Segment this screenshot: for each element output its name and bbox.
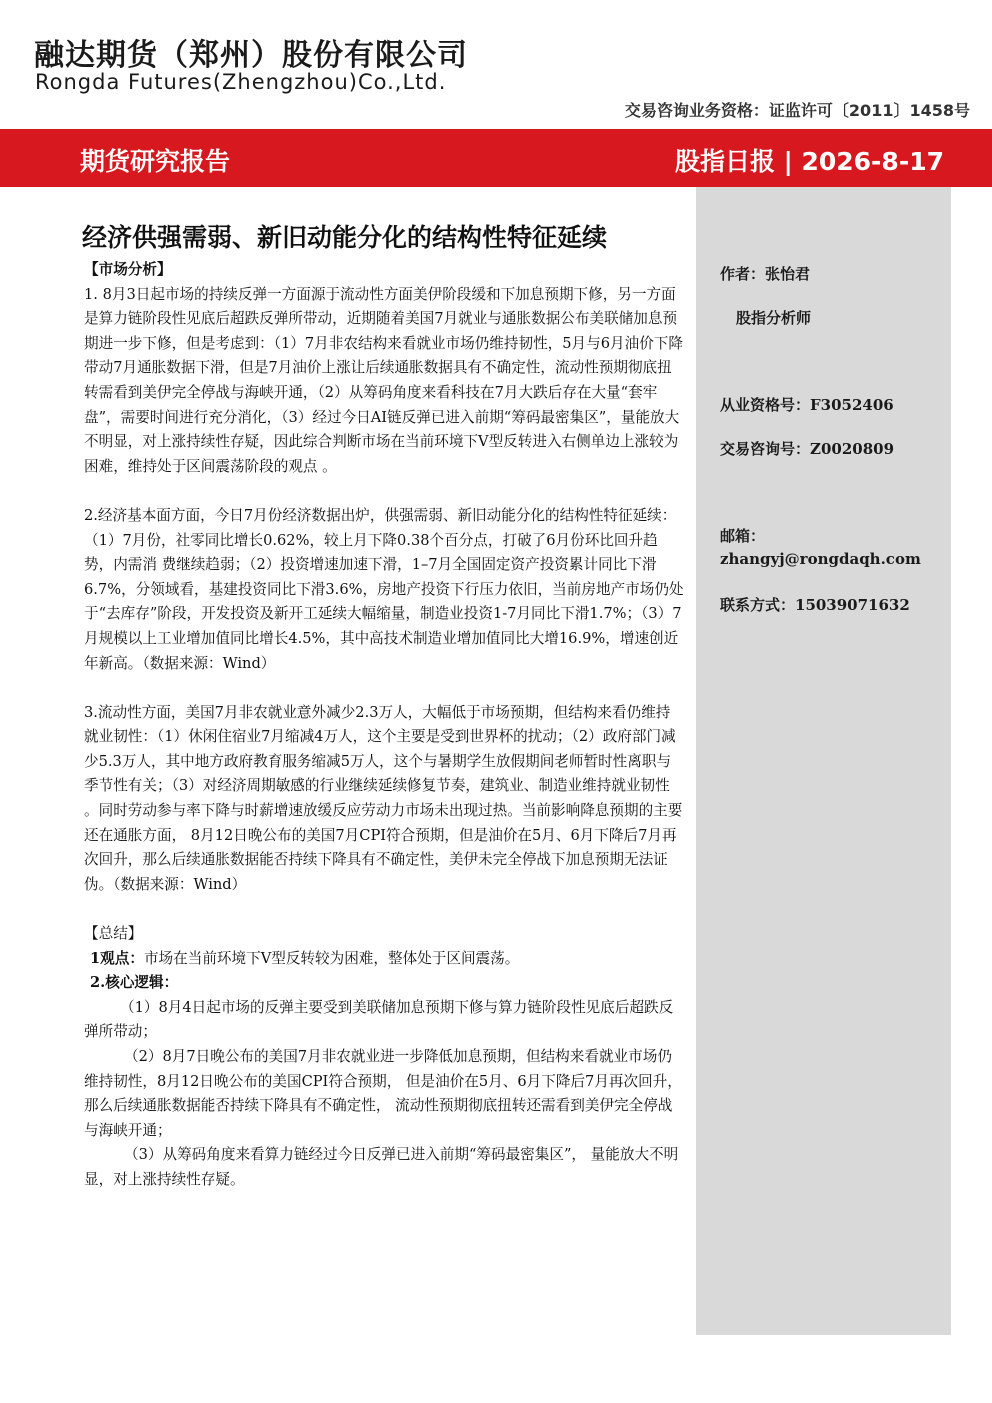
report-title: 经济供强需弱、新旧动能分化的结构性特征延续	[82, 223, 608, 252]
market-paragraph-2: 2.经济基本面方面，今日7月份经济数据出炉，供强需弱、新旧动能分化的结构性特征延续：（1）7月份，社零同比增长0.62%，较上月下降0.38个百分点，打破了6月份环比回升趋势，内需消 费继续趋弱；（2）投资增速加速下滑，1–7月全国固定资产投资累计同比下滑6.7%，分领域看，基建投资同比下滑3.6%，房地产投资下行压力依旧，当前房地产市场仍处于“去库存”阶段，开发投资及新开工延续大幅缩量，制造业投资1-7月同比下滑1.7%；（3）7月规模以上工业增加值同比增长4.5%，其中高技术制造业增加值同比大增16.9%，增速创近年新高。（数据来源：Wind）	[84, 506, 684, 672]
market-paragraph-1: 1. 8月3日起市场的持续反弹一方面源于流动性方面美伊阶段缓和下加息预期下修，另一方面是算力链阶段性见底后超跌反弹所带动，近期随着美国7月就业与通胀数据公布美联储加息预期进一步下修，但是考虑到：（1）7月非农结构来看就业市场仍维持韧性，5月与6月油价下降带动7月通胀数据下滑，但是7月油价上涨让后续通胀数据具有不确定性，流动性预期彻底扭转需看到美伊完全停战与海峡开通，（2）从筹码角度来看科技在7月大跌后存在大量“套牢盘”，需要时间进行充分消化，（3）经过今日AI链反弹已进入前期“筹码最密集区”，量能放大不明显，对上涨持续性存疑，因此综合判断市场在当前环境下V型反转进入右侧单边上涨较为困难，维持处于区间震荡阶段的观点 。	[84, 285, 683, 475]
author-sidebar	[696, 187, 951, 1335]
market-paragraph-3: 3.流动性方面，美国7月非农就业意外减少2.3万人，大幅低于市场预期，但结构来看仍维持就业韧性：（1）休闲住宿业7月缩减4万人，这个主要是受到世界杯的扰动；（2）政府部门减少5.3万人，其中地方政府教育服务缩减5万人，这个与暑期学生放假期间老师暂时性离职与季节性有关；（3）对经济周期敏感的行业继续延续修复节奏，建筑业、制造业维持就业韧性 。同时劳动参与率下降与时薪增速放缓反应劳动力市场未出现过热。当前影响降息预期的主要还在通胀方面， 8月12日晚公布的美国7月CPI符合预期，但是油价在5月、6月下降后7月再次回升，那么后续通胀数据能否持续下降具有不确定性，美伊未完全停战下加息预期无法证伪。（数据来源：Wind）	[84, 703, 683, 893]
consult-number: 交易咨询号：Z0020809	[720, 440, 895, 458]
core-logic-3: （3）从筹码角度来看算力链经过今日反弹已进入前期“筹码最密集区”， 量能放大不明显，对上涨持续性存疑。	[84, 1146, 679, 1188]
core-logic-1: （1）8月4日起市场的反弹主要受到美联储加息预期下修与算力链阶段性见底后超跌反弹所带动；	[84, 998, 674, 1041]
email-label: 邮箱：	[720, 527, 766, 545]
license-info: 交易咨询业务资格：证监许可〔2011〕1458号	[624, 101, 970, 120]
summary-heading: 【总结】	[84, 925, 143, 943]
summary-view-text: 市场在当前环境下V型反转较为困难，整体处于区间震荡。	[143, 949, 520, 967]
company-name-en: Rongda Futures(Zhengzhou)Co.,Ltd.	[35, 70, 447, 94]
company-name-cn: 融达期货（郑州）股份有限公司	[34, 38, 468, 73]
summary-view-label: 1观点：	[90, 949, 144, 967]
market-analysis-heading: 【市场分析】	[84, 261, 172, 278]
core-logic-label: 2.核心逻辑：	[90, 974, 179, 992]
report-body	[84, 258, 684, 1193]
qualification-number: 从业资格号：F3052406	[720, 396, 894, 414]
email-address[interactable]: zhangyj@rongdaqh.com	[720, 550, 921, 568]
report-type: 期货研究报告	[80, 147, 231, 176]
report-banner	[0, 129, 992, 187]
core-logic-2: （2）8月7日晚公布的美国7月非农就业进一步降低加息预期，但结构来看就业市场仍维持韧性，8月12日晚公布的美国CPI符合预期， 但是油价在5月、6月下降后7月再次回升，那么后续通胀数据能否持续下降具有不确定性， 流动性预期彻底扭转还需看到美伊完全停战与海峡开通；	[84, 1048, 682, 1139]
report-date: 股指日报 | 2026-8-17	[674, 147, 944, 176]
author-name: 作者：张怡君	[720, 265, 811, 283]
author-role: 股指分析师	[736, 309, 812, 327]
contact-phone: 联系方式：15039071632	[720, 596, 910, 614]
summary-view	[84, 947, 684, 972]
